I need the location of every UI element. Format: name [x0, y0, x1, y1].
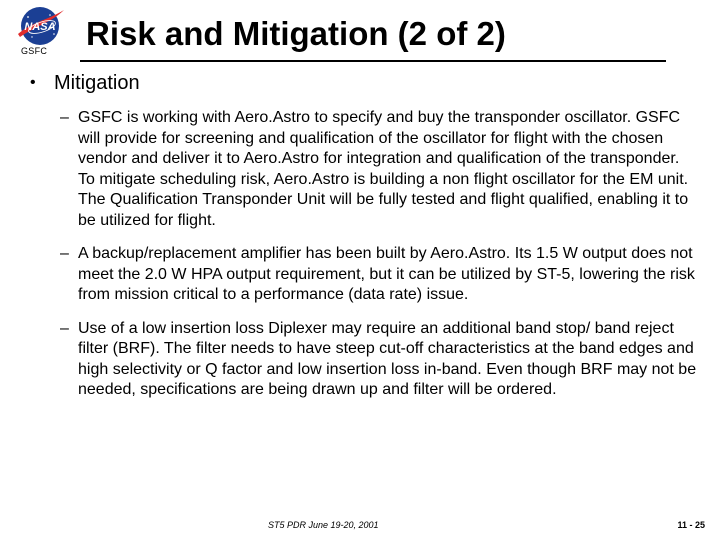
sub-bullet-oscillator [60, 108, 700, 231]
slide-title: Risk and Mitigation (2 of 2) [86, 15, 506, 52]
footer-event: ST5 PDR June 19-20, 2001 [268, 520, 379, 530]
dash-icon: – [60, 245, 69, 262]
sub-bullet-text: Use of a low insertion loss Diplexer may require an additional band stop/ band reject filter (BRF). The filter needs to have steep cut-off characteristics at the band edges and high selectivity or Q factor and low insertion loss in-band. Even though BRF may not be needed, specifications are being drawn up and filter will be ordered. [78, 319, 697, 398]
bullet-icon: • [30, 74, 36, 91]
mitigation-heading [30, 70, 140, 96]
page-number: 11 - 25 [677, 520, 705, 530]
nasa-logo-text: NASA [24, 21, 56, 33]
nasa-logo [14, 6, 66, 46]
title-underline [80, 60, 666, 62]
dash-icon: – [60, 319, 69, 337]
sub-bullet-text: GSFC is working with Aero.Astro to specify and buy the transponder oscillator. GSFC will provide for screening and qualification of the oscillator for flight with the chosen vendor and deliver it to Aero.Astro for integration and qualification of the transponder. To mitigate scheduling risk, Aero.Astro is building a non flight oscillator for the EM unit. The Qualification Transponder Unit will be fully tested and flight qualified, enabling it to be utilized for flight. [78, 109, 689, 229]
mitigation-heading-text: Mitigation [54, 72, 140, 94]
sub-bullet-text: A backup/replacement amplifier has been built by Aero.Astro. Its 1.5 W output does not meet the 2.0 W HPA output requirement, but it can be utilized by ST-5, lowering the risk from mission critical to a performance (data rate) issue. [78, 245, 695, 303]
dash-icon: – [60, 109, 69, 126]
sub-bullet-list [60, 108, 700, 414]
gsfc-label: GSFC [21, 46, 48, 56]
sub-bullet-diplexer [60, 319, 700, 401]
sub-bullet-amplifier [60, 244, 700, 306]
